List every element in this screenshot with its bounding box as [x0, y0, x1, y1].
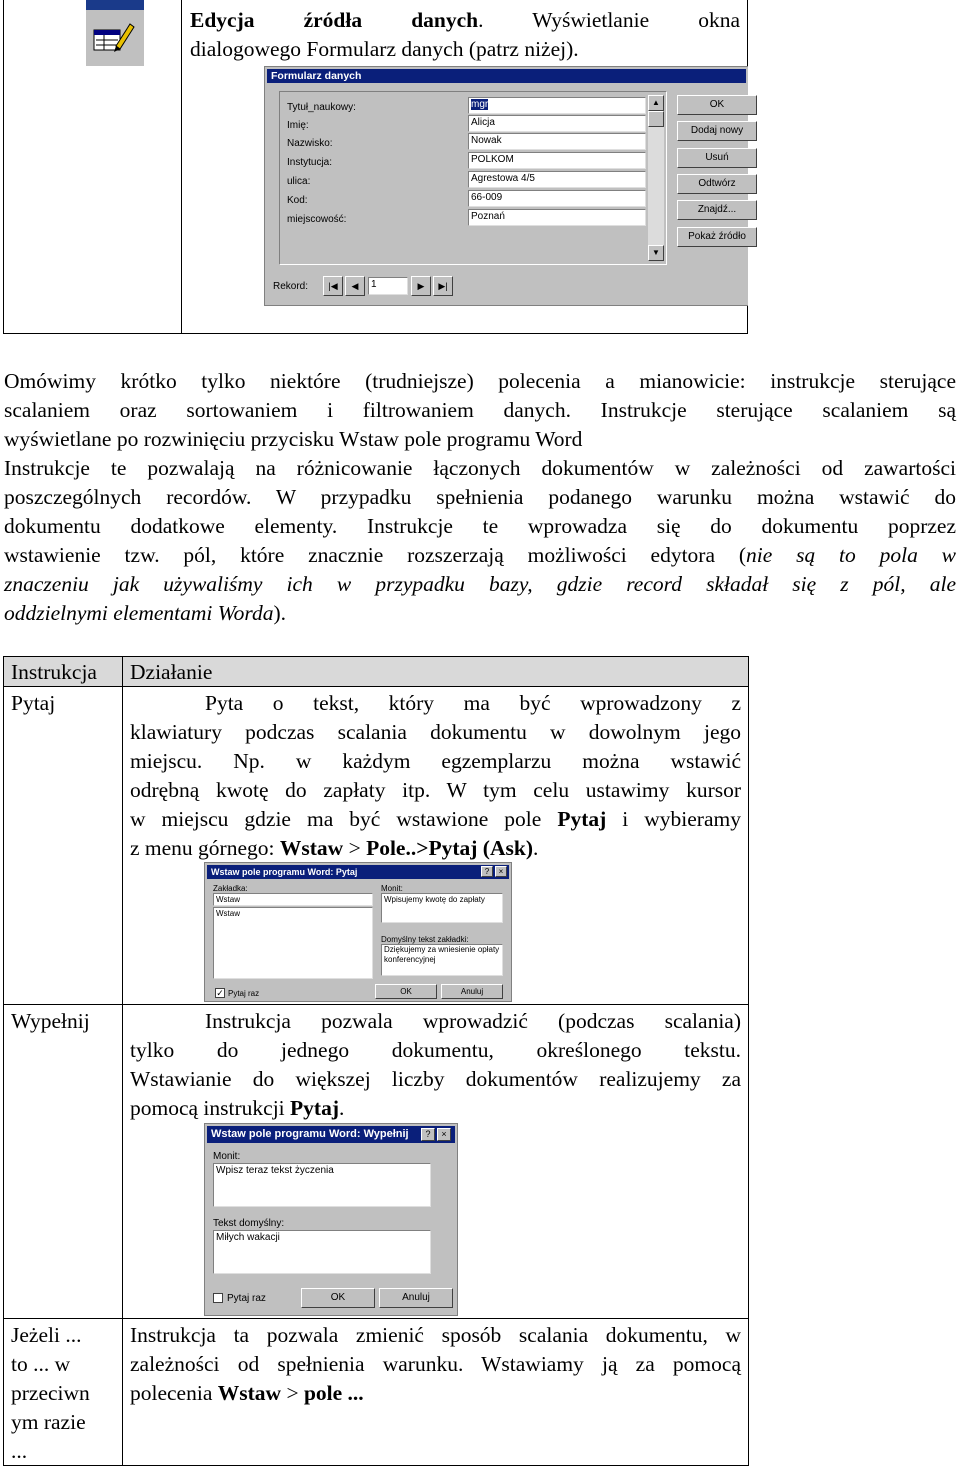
ok-button[interactable]: OK	[375, 984, 437, 999]
paragraph-line: poszczególnych recordów. W przypadku spełnienia podanego warunku można wstawić do	[4, 485, 956, 509]
last-record-icon[interactable]: ▶|	[433, 276, 453, 296]
default-text-input[interactable]: Miłych wakacji	[213, 1230, 431, 1274]
prompt-input[interactable]: Wpisujemy kwotę do zapłaty	[381, 893, 503, 923]
field-label: ulica:	[287, 176, 311, 187]
paragraph-line: scalaniem oraz sortowaniem i filtrowaniem danych. Instrukcje sterujące scalaniem są	[4, 398, 956, 422]
paragraph-line: Omówimy krótko tylko niektóre (trudniejsze) polecenia a mianowicie: instrukcje sterujące	[4, 369, 956, 393]
previous-record-icon[interactable]: ◀	[345, 276, 365, 296]
table-cell-jezeli: Jeżeli ...	[11, 1323, 82, 1347]
default-text-label: Tekst domyślny:	[213, 1218, 285, 1229]
field-input-kod[interactable]: 66-009	[468, 190, 646, 207]
fill-field-dialog	[204, 1123, 458, 1316]
ask-dialog-title: Wstaw pole programu Word: Pytaj	[207, 865, 509, 879]
ask-once-label: Pytaj raz	[227, 1293, 266, 1304]
find-button[interactable]: Znajdź...	[677, 200, 757, 220]
prompt-input[interactable]: Wpisz teraz tekst życzenia	[213, 1163, 431, 1207]
table-cell-pytaj: Pytaj	[11, 691, 56, 715]
top-cell-line2: dialogowego Formularz danych (patrz niżej).	[190, 37, 579, 61]
ask-once-checkbox[interactable]	[213, 1293, 223, 1303]
table-header-dzialanie: Działanie	[130, 660, 213, 684]
scroll-down-icon[interactable]: ▼	[648, 245, 664, 261]
field-input-ulica[interactable]: Agrestowa 4/5	[468, 171, 646, 188]
add-new-button[interactable]: Dodaj nowy	[677, 121, 757, 141]
ask-once-label: Pytaj raz	[228, 989, 260, 998]
ok-button[interactable]: OK	[677, 95, 757, 115]
table-cell-line: Instrukcja pozwala wprowadzić (podczas scalania)	[205, 1009, 741, 1033]
first-record-icon[interactable]: |◀	[323, 276, 343, 296]
paragraph-line: dokumentu dodatkowe elementy. Instrukcje te wprowadza się do dokumentu poprzez	[4, 514, 956, 538]
ok-button[interactable]: OK	[301, 1288, 375, 1308]
table-cell-line: odrębną kwotę do zapłaty itp. W tym celu ustawimy kursor	[130, 778, 741, 802]
table-cell-jezeli: ...	[11, 1439, 28, 1463]
table-cell-jezeli: to ... w	[11, 1352, 71, 1376]
table-cell-line: Wstawianie do większej liczby dokumentów realizujemy za	[130, 1067, 741, 1091]
table-cell-line: Pyta o tekst, który ma być wprowadzony z	[205, 691, 741, 715]
table-cell-line: klawiatury podczas scalania dokumentu w dowolnym jego	[130, 720, 741, 744]
table-cell-jezeli: ym razie	[11, 1410, 86, 1434]
default-text-label: Domyślny tekst zakładki:	[381, 935, 469, 944]
ask-once-checkbox[interactable]: ✓	[216, 988, 224, 998]
top-cell-line1: Edycja źródła danych. Wyświetlanie okna	[190, 8, 741, 32]
restore-button[interactable]: Odtwórz	[677, 174, 757, 194]
prompt-label: Monit:	[381, 884, 403, 893]
form-data-dialog	[264, 66, 748, 306]
fill-dialog-title: Wstaw pole programu Word: Wypełnij	[207, 1126, 455, 1143]
bookmark-input[interactable]: Wstaw	[213, 893, 373, 906]
cancel-button[interactable]: Anuluj	[379, 1288, 453, 1308]
field-label: Tytuł_naukowy:	[287, 102, 356, 113]
paragraph-line: oddzielnymi elementami Worda).	[4, 601, 287, 625]
paragraph-line: wstawienie tzw. pól, które znacznie rozszerzają możliwości edytora (nie są to pola w	[4, 543, 957, 567]
scroll-thumb[interactable]	[648, 111, 664, 127]
cancel-button[interactable]: Anuluj	[441, 984, 503, 999]
scroll-up-icon[interactable]: ▲	[648, 95, 664, 111]
table-header-row	[4, 657, 748, 686]
table-cell-line: pomocą instrukcji Pytaj.	[130, 1096, 345, 1120]
record-label: Rekord:	[273, 281, 309, 292]
next-record-icon[interactable]: ▶	[411, 276, 431, 296]
field-label: Instytucja:	[287, 157, 333, 168]
bookmark-list[interactable]: Wstaw	[213, 907, 373, 979]
table-cell-line: w miejscu gdzie ma być wstawione pole Pytaj i wybieramy	[130, 807, 741, 831]
help-icon[interactable]: ?	[421, 1128, 435, 1141]
field-input-imie[interactable]: Alicja	[468, 115, 646, 132]
form-scrollbar[interactable]	[648, 95, 664, 261]
field-input-miejscowosc[interactable]: Poznań	[468, 209, 646, 226]
top-cell-bold: Edycja źródła danych	[190, 8, 479, 32]
table-cell-line: zależności od spełnienia warunku. Wstawiamy ją za pomocą	[130, 1352, 741, 1376]
table-cell-line: z menu górnego: Wstaw > Pole..>Pytaj (Ask).	[130, 836, 539, 860]
help-icon[interactable]: ?	[481, 866, 493, 877]
field-label: Nazwisko:	[287, 138, 333, 149]
field-input-nazwisko[interactable]: Nowak	[468, 133, 646, 150]
ask-field-dialog	[204, 862, 512, 1002]
table-cell-line: polecenia Wstaw > pole ...	[130, 1381, 364, 1405]
field-label: Kod:	[287, 195, 308, 206]
top-table-divider	[181, 0, 182, 334]
field-input-tytul[interactable]: mgr	[468, 97, 646, 114]
bookmark-label: Zakładka:	[213, 884, 248, 893]
view-source-button[interactable]: Pokaż źródło	[677, 227, 757, 247]
table-cell-jezeli: przeciwn	[11, 1381, 90, 1405]
close-icon[interactable]: ×	[437, 1128, 451, 1141]
default-text-input[interactable]: Dziękujemy za wniesienie opłaty konferencyjnej	[381, 944, 503, 976]
close-icon[interactable]: ×	[495, 866, 507, 877]
table-cell-line: miejscu. Np. w każdym egzemplarzu można wstawić	[130, 749, 741, 773]
table-header-instrukcja: Instrukcja	[11, 660, 97, 684]
table-cell-line: tylko do jednego dokumentu, określonego tekstu.	[130, 1038, 741, 1062]
paragraph-line: znaczeniu jak używaliśmy ich w przypadku bazy, gdzie record składał się z pól, ale	[4, 572, 956, 596]
field-label: Imię:	[287, 120, 309, 131]
table-cell-line: Instrukcja ta pozwala zmienić sposób scalania dokumentu, w	[130, 1323, 741, 1347]
field-input-instytucja[interactable]: POLKOM	[468, 152, 646, 169]
edit-data-source-icon	[86, 0, 144, 66]
paragraph-line: Instrukcje te pozwalają na różnicowanie łączonych dokumentów w zależności od zawartości	[4, 456, 956, 480]
delete-button[interactable]: Usuń	[677, 148, 757, 168]
field-label: miejscowość:	[287, 214, 347, 225]
record-number-input[interactable]: 1	[368, 277, 408, 295]
paragraph-line: wyświetlane po rozwinięciu przycisku Wstaw pole programu Word	[4, 427, 583, 451]
form-dialog-title: Formularz danych	[267, 69, 746, 83]
table-cell-wypelnij: Wypełnij	[11, 1009, 90, 1033]
prompt-label: Monit:	[213, 1151, 241, 1162]
